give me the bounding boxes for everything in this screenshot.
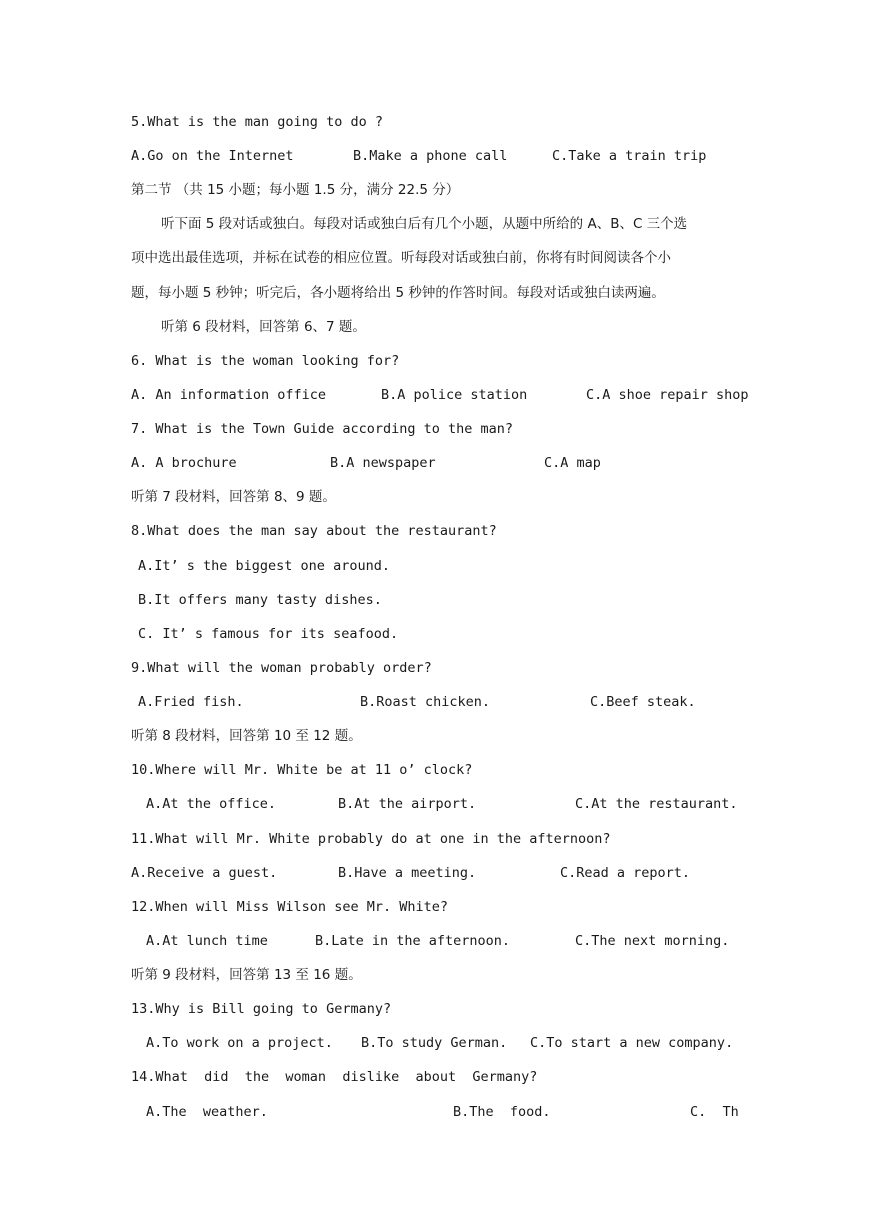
q10-option-b: B.At the airport.	[338, 796, 477, 812]
question-7: 7. What is the Town Guide according to the man?	[131, 421, 514, 437]
q7-option-a: A. A brochure	[131, 455, 237, 471]
q7-option-c: C.A map	[544, 455, 601, 471]
q7-option-b: B.A newspaper	[330, 455, 436, 471]
material-8-heading: 听第 8 段材料，回答第 10 至 12 题。	[131, 728, 362, 744]
question-10: 10.Where will Mr. White be at 11 o’ clock?	[131, 762, 473, 778]
q6-option-b: B.A police station	[381, 387, 528, 403]
material-7-heading: 听第 7 段材料，回答第 8、9 题。	[131, 489, 336, 505]
q6-option-c: C.A shoe repair shop	[586, 387, 749, 403]
question-9: 9.What will the woman probably order?	[131, 660, 432, 676]
question-12: 12.When will Miss Wilson see Mr. White?	[131, 899, 448, 915]
question-6: 6. What is the woman looking for?	[131, 353, 400, 369]
q9-option-b: B.Roast chicken.	[360, 694, 491, 710]
q14-option-a: A.The weather.	[146, 1104, 268, 1120]
section-2-heading: 第二节 （共 15 小题；每小题 1.5 分，满分 22.5 分）	[131, 182, 460, 198]
q12-option-c: C.The next morning.	[575, 933, 730, 949]
q9-option-c: C.Beef steak.	[590, 694, 696, 710]
question-11: 11.What will Mr. White probably do at one in the afternoon?	[131, 831, 611, 847]
material-9-heading: 听第 9 段材料，回答第 13 至 16 题。	[131, 967, 362, 983]
q14-option-c: C. Th	[690, 1104, 739, 1120]
q10-option-a: A.At the office.	[146, 796, 277, 812]
q6-option-a: A. An information office	[131, 387, 327, 403]
q13-option-a: A.To work on a project.	[146, 1035, 333, 1051]
q8-option-c: C. It’ s famous for its seafood.	[138, 626, 399, 642]
section-2-instructions-line-3: 题，每小题 5 秒钟；听完后，各小题将给出 5 秒钟的作答时间。每段对话或独白读两遍。	[131, 285, 665, 301]
q9-option-a: A.Fried fish.	[138, 694, 244, 710]
q5-option-b: B.Make a phone call	[353, 148, 508, 164]
question-8: 8.What does the man say about the restaurant?	[131, 523, 497, 539]
section-2-instructions-line-1: 听下面 5 段对话或独白。每段对话或独白后有几个小题，从题中所给的 A、B、C 三个选	[161, 216, 688, 232]
q13-option-b: B.To study German.	[361, 1035, 508, 1051]
question-14: 14.What did the woman dislike about Germany?	[131, 1069, 538, 1085]
q13-option-c: C.To start a new company.	[530, 1035, 734, 1051]
q11-option-b: B.Have a meeting.	[338, 865, 477, 881]
q5-option-a: A.Go on the Internet	[131, 148, 294, 164]
q10-option-c: C.At the restaurant.	[575, 796, 738, 812]
material-6-heading: 听第 6 段材料，回答第 6、7 题。	[161, 319, 366, 335]
section-2-instructions-line-2: 项中选出最佳选项，并标在试卷的相应位置。听每段对话或独白前，你将有时间阅读各个小	[131, 250, 671, 266]
q11-option-c: C.Read a report.	[560, 865, 691, 881]
q12-option-b: B.Late in the afternoon.	[315, 933, 511, 949]
question-5: 5.What is the man going to do ?	[131, 114, 383, 130]
q8-option-a: A.It’ s the biggest one around.	[138, 558, 390, 574]
q8-option-b: B.It offers many tasty dishes.	[138, 592, 382, 608]
q12-option-a: A.At lunch time	[146, 933, 268, 949]
question-13: 13.Why is Bill going to Germany?	[131, 1001, 392, 1017]
q14-option-b: B.The food.	[453, 1104, 551, 1120]
q11-option-a: A.Receive a guest.	[131, 865, 278, 881]
q5-option-c: C.Take a train trip	[552, 148, 707, 164]
